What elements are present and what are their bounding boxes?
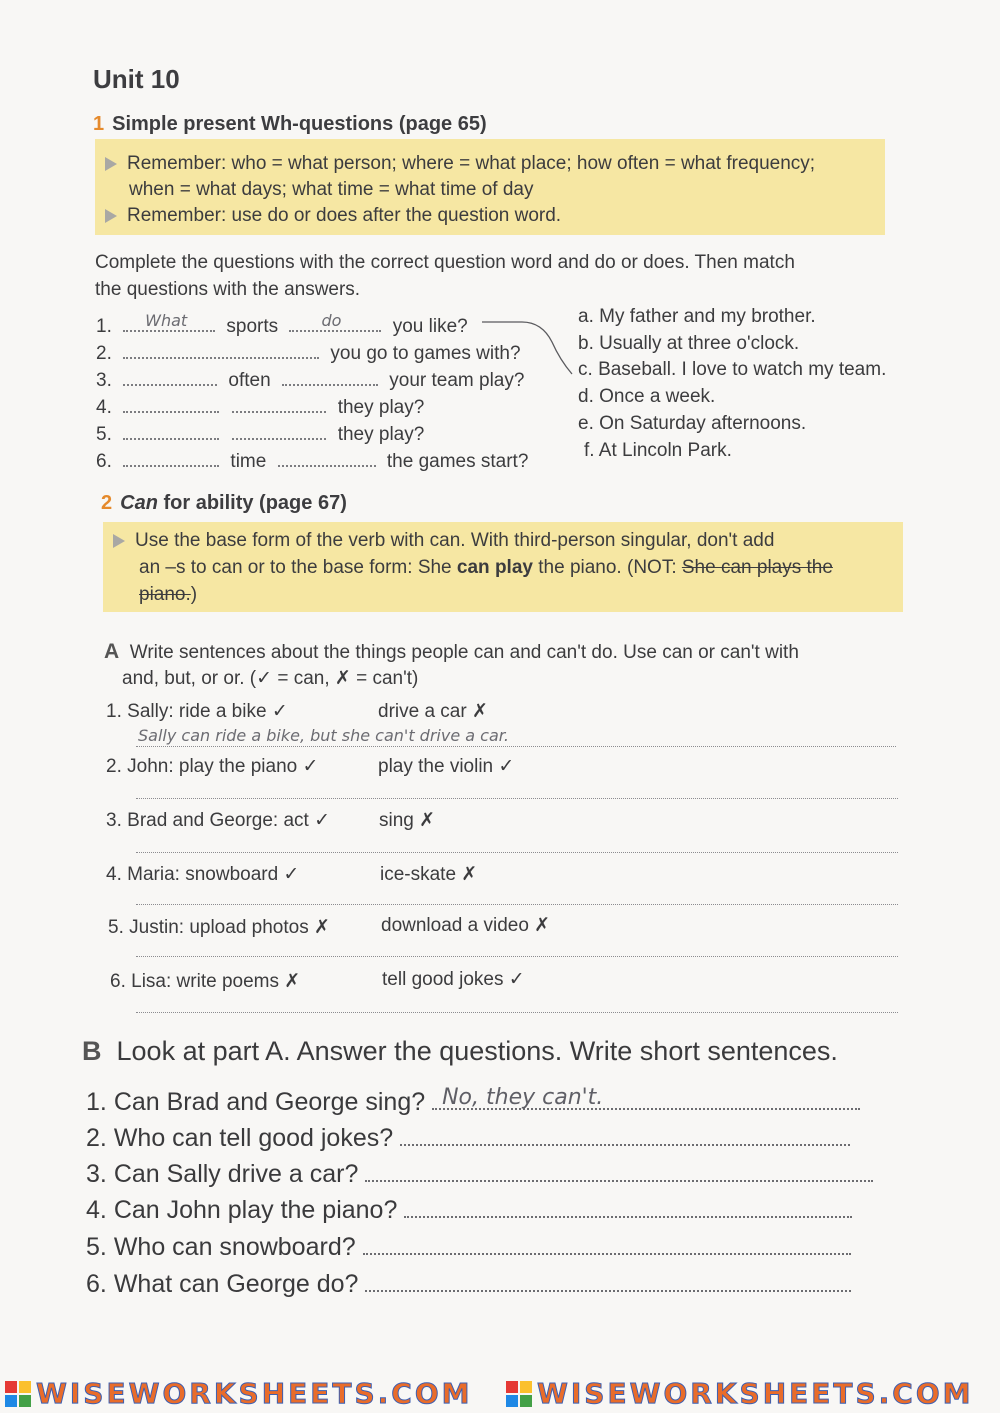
partA-instructions-2: and, but, or or. (✓ = can, ✗ = can't) <box>122 668 419 689</box>
section1-title: Simple present Wh-questions (page 65) <box>112 113 487 135</box>
answer-blank[interactable] <box>123 393 219 413</box>
partA-item-right: tell good jokes ✓ <box>382 969 525 990</box>
arrow-bullet-icon <box>105 157 117 171</box>
partA-item-right: download a video ✗ <box>381 915 551 936</box>
section1-remember-box <box>95 139 885 235</box>
section1-number: 1 <box>93 113 105 135</box>
answer-blank[interactable] <box>278 447 376 467</box>
answer-option: d. Once a week. <box>578 386 716 407</box>
brand-text[interactable]: WISEWORKSHEETS.COM <box>537 1377 974 1410</box>
answer-line[interactable] <box>136 1012 898 1013</box>
brand-text[interactable]: WISEWORKSHEETS.COM <box>36 1377 473 1410</box>
answer-line[interactable] <box>363 1231 851 1255</box>
answer-line[interactable] <box>404 1194 852 1218</box>
answer-line[interactable] <box>400 1122 850 1146</box>
partA-item: 2. John: play the piano ✓ <box>106 756 319 777</box>
answer-option: a. My father and my brother. <box>578 306 816 327</box>
answer-blank[interactable] <box>123 447 219 467</box>
section2-title: for ability (page 67) <box>163 492 347 514</box>
remember1: Remember: who = what person; where = what place; how often = what frequency; <box>105 153 815 175</box>
answer-line[interactable]: No, they can't. <box>432 1086 860 1110</box>
answer-blank[interactable] <box>123 339 319 359</box>
brand-logo-icon <box>5 1381 31 1407</box>
partA-item: 1. Sally: ride a bike ✓ <box>106 701 288 722</box>
section2-heading <box>101 492 347 515</box>
partB-question: 5. Who can snowboard? <box>86 1231 851 1262</box>
answer-line[interactable] <box>136 798 898 799</box>
answer-option: f. At Lincoln Park. <box>584 440 732 461</box>
partB-question: 2. Who can tell good jokes? <box>86 1122 850 1153</box>
note-line-3: piano.) <box>139 584 198 605</box>
question-row: 2. you go to games with? <box>96 339 521 365</box>
partA-item: 6. Lisa: write poems ✗ <box>110 971 301 992</box>
footer-watermark <box>0 1376 1000 1413</box>
partA-item: 4. Maria: snowboard ✓ <box>106 864 300 885</box>
section1-instructions-1: Complete the questions with the correct question word and do or does. Then match <box>95 252 795 273</box>
remember2: Remember: use do or does after the question word. <box>105 205 561 227</box>
answer-blank[interactable] <box>232 393 326 413</box>
section2-note-box <box>103 522 903 612</box>
answer-line[interactable] <box>136 956 898 957</box>
partA-item-right: play the violin ✓ <box>378 756 515 777</box>
section1-heading <box>93 113 487 136</box>
partB-question: 6. What can George do? <box>86 1268 851 1299</box>
unit-title: Unit 10 <box>93 64 180 94</box>
answer-blank[interactable] <box>282 366 378 386</box>
section1-instructions-2: the questions with the answers. <box>95 279 361 300</box>
answer-blank[interactable] <box>123 366 217 386</box>
answer-blank[interactable] <box>232 420 326 440</box>
partB-question: 3. Can Sally drive a car? <box>86 1158 873 1189</box>
partA-item: 5. Justin: upload photos ✗ <box>108 917 330 938</box>
answer-line[interactable] <box>136 904 898 905</box>
partA-item-right: sing ✗ <box>379 810 436 831</box>
partA-item: 3. Brad and George: act ✓ <box>106 810 331 831</box>
partA-answer-1: Sally can ride a bike, but she can't drive a car. <box>138 726 509 745</box>
question-row: 5. they play? <box>96 420 424 446</box>
question-row: 3. often your team play? <box>96 366 524 392</box>
arrow-bullet-icon <box>105 209 117 223</box>
partB-heading: B Look at part A. Answer the questions. Write short sentences. <box>82 1036 838 1066</box>
answer-line[interactable] <box>365 1158 873 1182</box>
note-line-2: an –s to can or to the base form: She can play the piano. (NOT: She can plays the <box>139 557 833 578</box>
section2-title-can: Can <box>120 492 158 514</box>
answer-option: c. Baseball. I love to watch my team. <box>578 359 887 380</box>
partB-question: 1. Can Brad and George sing? No, they can't. <box>86 1086 860 1117</box>
partA-item-right: drive a car ✗ <box>378 701 488 722</box>
answer-line[interactable] <box>136 852 898 853</box>
brand-logo-icon <box>506 1381 532 1407</box>
answer-blank[interactable] <box>123 420 219 440</box>
arrow-bullet-icon <box>113 534 125 548</box>
remember1-cont: when = what days; what time = what time of day <box>129 179 534 200</box>
section2-number: 2 <box>101 492 113 514</box>
question-row: 1. What sports do you like? <box>96 311 468 337</box>
answer-blank[interactable]: do <box>289 312 381 332</box>
answer-line[interactable] <box>136 746 896 747</box>
question-row: 4. they play? <box>96 393 424 419</box>
answer-option: b. Usually at three o'clock. <box>578 333 800 354</box>
question-row: 6. time the games start? <box>96 447 528 473</box>
partA-item-right: ice-skate ✗ <box>380 864 478 885</box>
match-line <box>480 312 590 382</box>
note-line-1: Use the base form of the verb with can. With third-person singular, don't add <box>113 530 774 552</box>
answer-line[interactable] <box>365 1268 851 1292</box>
partB-question: 4. Can John play the piano? <box>86 1194 852 1225</box>
answer-option: e. On Saturday afternoons. <box>578 413 807 434</box>
partA-instructions-1: A Write sentences about the things people can and can't do. Use can or can't with <box>104 640 799 663</box>
answer-blank[interactable]: What <box>123 312 215 332</box>
